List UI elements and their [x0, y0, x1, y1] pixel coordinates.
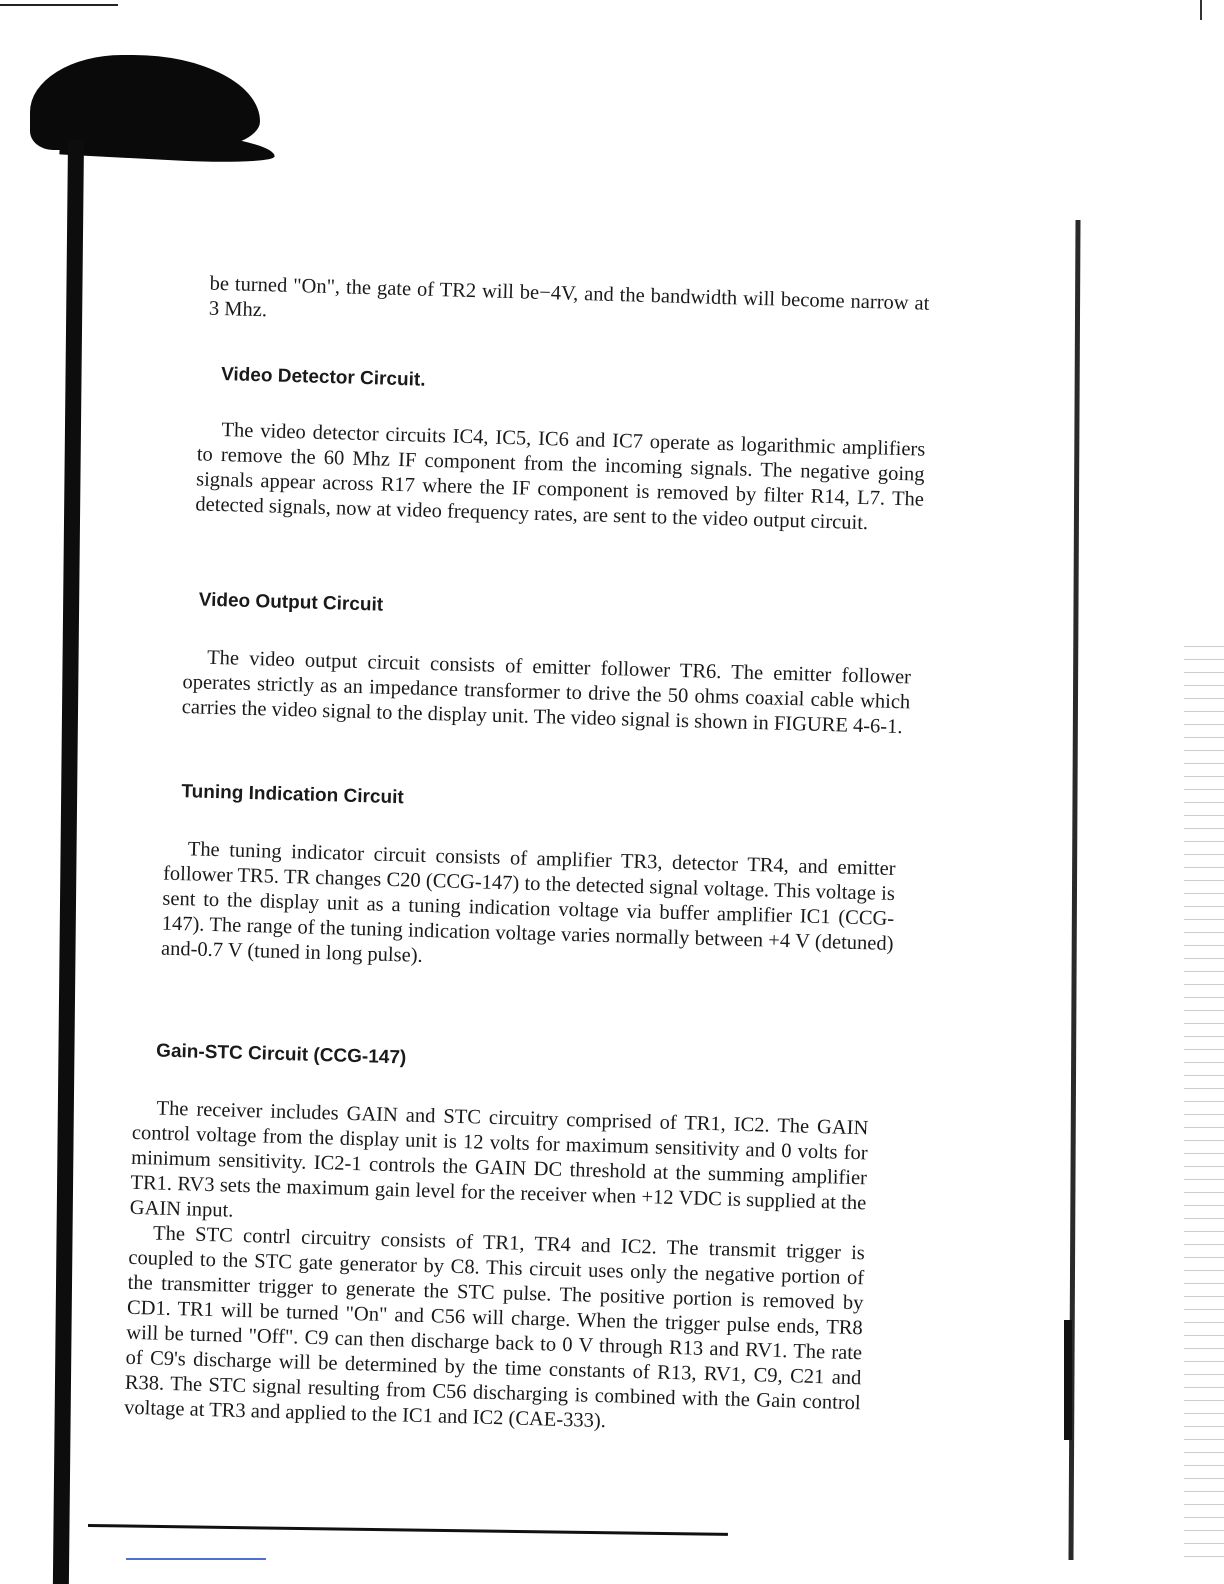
- intro-paragraph: [209, 272, 930, 342]
- section-gain-stc: [156, 1040, 876, 1082]
- section-heading: Video Output Circuit: [198, 589, 384, 616]
- scan-page-edge-mark: [1064, 1320, 1072, 1440]
- scan-corner-mark: [1200, 0, 1202, 20]
- section-heading: Tuning Indication Circuit: [181, 781, 405, 809]
- scan-noise-strip: [1184, 640, 1224, 1560]
- section-paragraph: The video output circuit consists of emitter follower TR6. The emitter follower operates strictly as an impedance transformer to drive the 50 ohms coaxial cable which carries the video signal to the display unit. The video signal is shown in FIGURE 4-6-1.: [181, 646, 912, 739]
- section-video-output: [198, 589, 918, 631]
- section-paragraph: The receiver includes GAIN and STC circuitry comprised of TR1, IC2. The GAIN control voltage from the display unit is 12 volts for maximum sensitivity and 0 volts for minimum sensitivity. IC2-1 controls the GAIN DC threshold at the summing amplifier TR1. RV3 sets the maximum gain level for the receiver when +12 VDC is supplied at the GAIN input.: [129, 1097, 869, 1222]
- scan-bottom-rule: [88, 1524, 728, 1536]
- section-video-detector-body: [195, 417, 926, 537]
- section-video-detector: [221, 364, 941, 406]
- scan-blue-line: [126, 1558, 266, 1560]
- section-heading: Video Detector Circuit.: [220, 364, 426, 391]
- intro-text: be turned "On", the gate of TR2 will be−4V, and the bandwidth will become narrow at 3 Mhz.: [208, 272, 930, 322]
- document-body: [123, 270, 950, 1433]
- section-paragraph: The STC contrl circuitry consists of TR1, TR4 and IC2. The transmit trigger is coupled to the STC gate generator by C8. This circuit uses only the negative portion of the transmitter trigger to generate the STC pulse. The positive portion is removed by CD1. TR1 will be turned "On" and C56 will charge. When the trigger pulse ends, TR8 will be turned "Off". C9 can then discharge back to 0 V through R13 and RV1. The rate of C9's discharge will be determined by the time constants of R13, RV1, C9, C21 and R38. The STC signal resulting from C56 discharging is combined with the Gain control voltage at TR3 and applied to the IC1 and IC2 (CAE-333).: [123, 1222, 866, 1433]
- section-tuning-indication: [181, 781, 901, 823]
- section-paragraph: The video detector circuits IC4, IC5, IC6 and IC7 operate as logarithmic amplifiers to remove the 60 Mhz IF component from the incoming signals. The negative going signals appear across R17 where the IF component is removed by filter R14, L7. The detected signals, now at video frequency rates, are sent to the video output circuit.: [195, 419, 926, 535]
- scan-binding-edge: [53, 140, 84, 1584]
- section-paragraph: The tuning indicator circuit consists of amplifier TR3, detector TR4, and emitter follower TR5. TR changes C20 (CCG-147) to the detected signal voltage. This voltage is sent to the display unit as a tuning indication voltage via buffer amplifier IC1 (CCG-147). The range of the tuning indication voltage varies normally between +4 V (detuned) and-0.7 V (tuned in long pulse).: [160, 838, 896, 967]
- section-video-output-body: [181, 645, 911, 740]
- section-heading: Gain-STC Circuit (CCG-147): [155, 1040, 407, 1069]
- scan-edge-line: [0, 4, 118, 6]
- section-gain-stc-body: [124, 1096, 869, 1441]
- section-tuning-indication-body: [161, 837, 896, 982]
